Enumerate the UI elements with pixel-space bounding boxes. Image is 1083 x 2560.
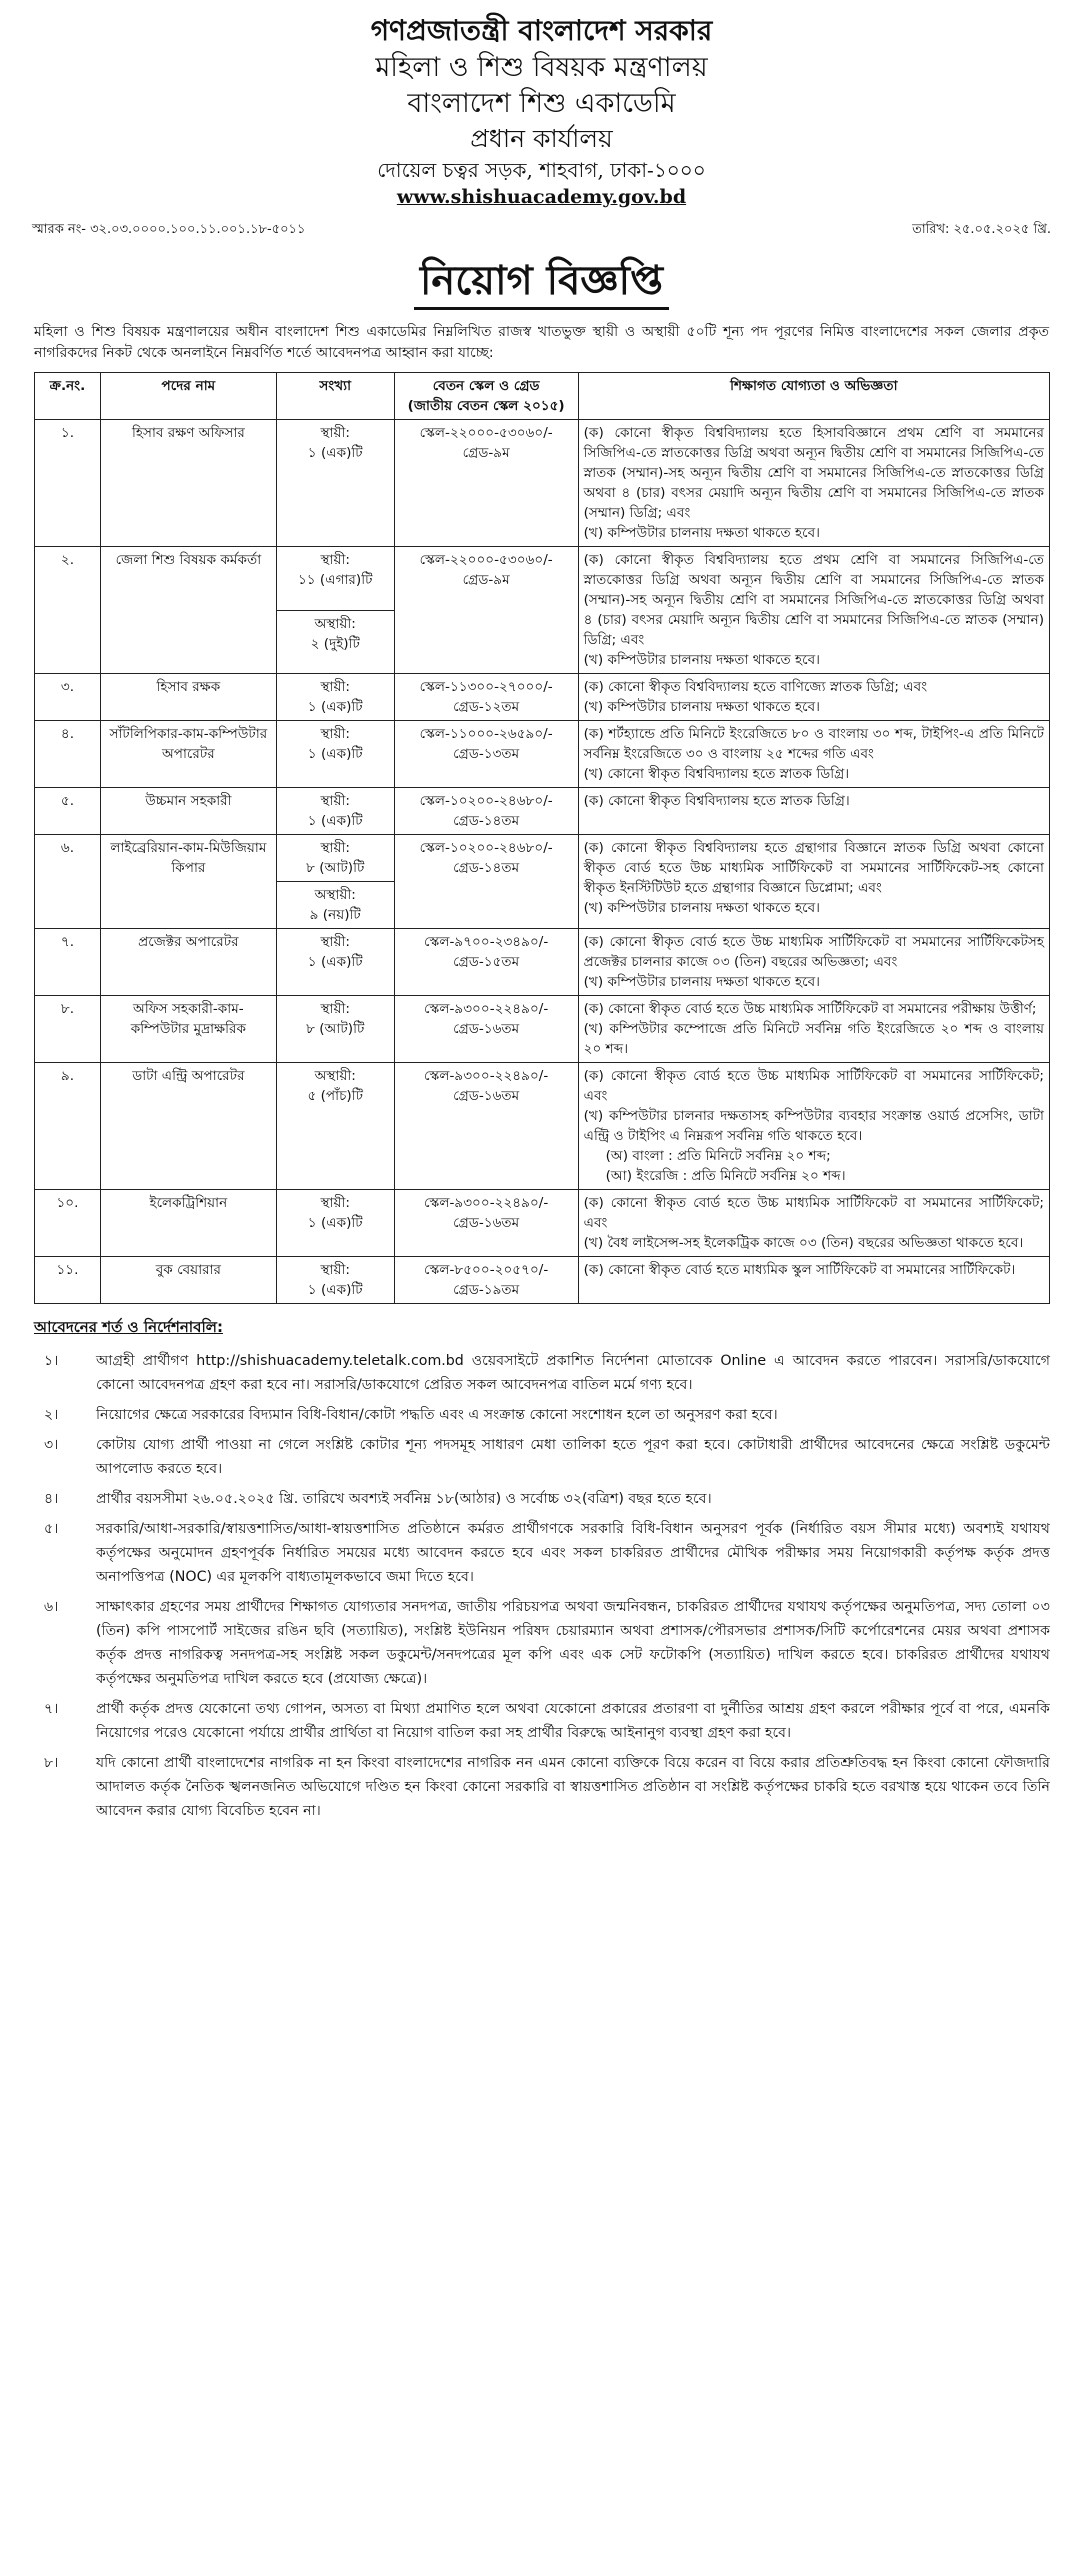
row-post-name: ডাটা এন্ট্রি অপারেটর bbox=[100, 1063, 276, 1190]
scale-value: স্কেল-২২০০০-৫৩০৬০/- bbox=[419, 425, 553, 441]
row-count-a bbox=[276, 420, 394, 547]
note-number: ৬। bbox=[44, 1599, 59, 1615]
note-number: ৮। bbox=[44, 1755, 59, 1771]
note-text: প্রার্থী কর্তৃক প্রদত্ত যেকোনো তথ্য গোপন, অসত্য বা মিথ্যা প্রমাণিত হলে অথবা যেকোনো প্রকারের প্রতারণা বা দুর্নীতির আশ্রয় গ্রহণ করলে পরীক্ষার পূর্বে বা পরে, এমনকি নিয়োগের পরেও যেকোনো পর্যায়ে প্রার্থীর প্রার্থিতা বা নিয়োগ বাতিল করা সহ প্রার্থীর বিরুদ্ধে আইনানুগ ব্যবস্থা গ্রহণ করা হবে। bbox=[96, 1701, 1050, 1741]
header-qualification: শিক্ষাগত যোগ্যতা ও অভিজ্ঞতা bbox=[578, 373, 1049, 420]
row-post-name: সাঁটলিপিকার-কাম-কম্পিউটার অপারেটর bbox=[100, 721, 276, 788]
row-count-b bbox=[276, 610, 394, 674]
row-count-a bbox=[276, 996, 394, 1063]
note-text: সরকারি/আধা-সরকারি/স্বায়ত্তশাসিত/আধা-স্বায়ত্তশাসিত প্রতিষ্ঠানে কর্মরত প্রার্থীগণকে সরকারি বিধি-বিধান অনুসরণ পূর্বক (নির্ধারিত বয়স সীমার মধ্যে) অবশ্যই যথাযথ কর্তৃপক্ষের অনুমোদন গ্রহণপূর্বক নির্ধারিত সময়ের মধ্যে আবেদন করতে হবে এবং সকল চাকরিরত প্রার্থীদের মৌখিক পরীক্ষার সময় নিয়োগকারী কর্তৃপক্ষ কর্তৃক প্রদত্ত অনাপত্তিপত্র (NOC) এর মূলকপি বাধ্যতামূলকভাবে জমা দিতে হবে। bbox=[96, 1521, 1050, 1585]
note-number: ৩। bbox=[44, 1437, 59, 1453]
count-a-label: স্থায়ী: bbox=[320, 679, 350, 695]
row-scale bbox=[394, 1190, 578, 1257]
count-a-value: ৮ (আট)টি bbox=[306, 860, 365, 876]
count-a-label: স্থায়ী: bbox=[320, 793, 350, 809]
count-b-label: অস্থায়ী: bbox=[314, 615, 356, 632]
scale-value: স্কেল-৯৩০০-২২৪৯০/- bbox=[424, 1001, 549, 1017]
scale-value: স্কেল-১১৩০০-২৭০০০/- bbox=[419, 679, 553, 695]
row-count-a bbox=[276, 929, 394, 996]
row-post-name: প্রজেক্টর অপারেটর bbox=[100, 929, 276, 996]
count-a-value: ১ (এক)টি bbox=[307, 746, 363, 762]
qualification-item: (ক) কোনো স্বীকৃত বিশ্ববিদ্যালয় হতে স্নাতক ডিগ্রি। bbox=[583, 793, 850, 809]
row-count-a bbox=[276, 1063, 394, 1190]
row-post-name: জেলা শিশু বিষয়ক কর্মকর্তা bbox=[100, 547, 276, 674]
row-count-a bbox=[276, 547, 394, 611]
memo-ref: স্মারক নং- ৩২.০৩.০০০০.১০০.১১.০০১.১৮-৫০১১ bbox=[32, 222, 306, 237]
qualification-item: (ক) কোনো স্বীকৃত বোর্ড হতে উচ্চ মাধ্যমিক সার্টিফিকেট বা সমমানের সার্টিফিকেট; এবং bbox=[583, 1068, 1044, 1104]
note-item bbox=[34, 1697, 1050, 1745]
academy-name: বাংলাদেশ শিশু একাডেমি bbox=[407, 88, 676, 119]
row-count-a bbox=[276, 674, 394, 721]
qualification-item: (ক) কোনো স্বীকৃত বিশ্ববিদ্যালয় হতে হিসাববিজ্ঞানে প্রথম শ্রেণি বা সমমানের সিজিপিএ-তে স্নাতকোত্তর ডিগ্রি অথবা অন্যূন দ্বিতীয় শ্রেণি বা সমমানের সিজিপিএ-তে স্নাতক (সম্মান)-সহ অন্যূন দ্বিতীয় শ্রেণি বা সমমানের সিজিপিএ-তে স্নাতকোত্তর ডিগ্রি অথবা ৪ (চার) বৎসর মেয়াদি অন্যূন দ্বিতীয় শ্রেণি বা সমমানের সিজিপিএ-তে স্নাতক (সম্মান) ডিগ্রি; এবং bbox=[583, 425, 1044, 521]
table-row bbox=[35, 420, 1050, 547]
qualification-item: (ক) কোনো স্বীকৃত বোর্ড হতে উচ্চ মাধ্যমিক সার্টিফিকেট বা সমমানের সার্টিফিকেট; এবং bbox=[583, 1195, 1044, 1231]
vacancy-table bbox=[34, 372, 1050, 1304]
scale-value: স্কেল-১০২০০-২৪৬৮০/- bbox=[419, 840, 553, 856]
qualification-item: (খ) কম্পিউটার চালনায় দক্ষতা থাকতে হবে। bbox=[583, 652, 821, 668]
row-scale bbox=[394, 721, 578, 788]
row-post-name: ইলেকট্রিশিয়ান bbox=[100, 1190, 276, 1257]
note-item bbox=[34, 1751, 1050, 1823]
row-scale bbox=[394, 1257, 578, 1304]
table-row bbox=[35, 929, 1050, 996]
website-link[interactable]: www.shishuacademy.gov.bd bbox=[396, 186, 687, 208]
scale-value: স্কেল-৮৫০০-২০৫৭০/- bbox=[424, 1262, 549, 1278]
row-qualification bbox=[578, 929, 1049, 996]
count-a-label: স্থায়ী: bbox=[320, 726, 350, 742]
table-row bbox=[35, 1063, 1050, 1190]
note-item bbox=[34, 1433, 1050, 1481]
note-number: ৪। bbox=[44, 1491, 59, 1507]
note-item bbox=[34, 1487, 1050, 1511]
table-row bbox=[35, 721, 1050, 788]
table-row bbox=[35, 1190, 1050, 1257]
ministry-name: মহিলা ও শিশু বিষয়ক মন্ত্রণালয় bbox=[375, 52, 708, 83]
row-count-a bbox=[276, 1257, 394, 1304]
row-post-name: উচ্চমান সহকারী bbox=[100, 788, 276, 835]
count-a-value: ১ (এক)টি bbox=[307, 954, 363, 970]
note-item bbox=[34, 1517, 1050, 1589]
notice-title-text: নিয়োগ বিজ্ঞপ্তি bbox=[414, 255, 669, 310]
count-a-label: স্থায়ী: bbox=[320, 840, 350, 856]
qualification-item: (খ) কম্পিউটার চালনায় দক্ষতা থাকতে হবে। bbox=[583, 699, 821, 715]
count-a-label: অস্থায়ী: bbox=[314, 1068, 356, 1084]
header-count: সংখ্যা bbox=[276, 373, 394, 420]
note-text: নিয়োগের ক্ষেত্রে সরকারের বিদ্যমান বিধি-বিধান/কোটা পদ্ধতি এবং এ সংক্রান্ত কোনো সংশোধন হলে তা অনুসরণ করা হবে। bbox=[96, 1407, 778, 1423]
row-post-name: অফিস সহকারী-কাম-কম্পিউটার মুদ্রাক্ষরিক bbox=[100, 996, 276, 1063]
count-b-value: ৯ (নয়)টি bbox=[309, 907, 361, 923]
count-a-label: স্থায়ী: bbox=[320, 552, 350, 568]
grade-value: গ্রেড-১৩তম bbox=[453, 746, 520, 762]
row-qualification bbox=[578, 674, 1049, 721]
scale-value: স্কেল-৯৩০০-২২৪৯০/- bbox=[424, 1068, 549, 1084]
scale-value: স্কেল-৯৩০০-২২৪৯০/- bbox=[424, 1195, 549, 1211]
grade-value: গ্রেড-১৪তম bbox=[453, 813, 520, 829]
row-serial: ১. bbox=[35, 420, 101, 547]
count-a-value: ৮ (আট)টি bbox=[306, 1021, 365, 1037]
row-serial: ১০. bbox=[35, 1190, 101, 1257]
note-text: সাক্ষাৎকার গ্রহণের সময় প্রার্থীদের শিক্ষাগত যোগ্যতার সনদপত্র, জাতীয় পরিচয়পত্র অথবা জন্মনিবন্ধন, চাকরিরত প্রার্থীদের যথাযথ কর্তৃপক্ষের অনুমতিপত্র, সদ্য তোলা ০৩ (তিন) কপি পাসপোর্ট সাইজের রঙিন ছবি (সত্যায়িত), সংশ্লিষ্ট ইউনিয়ন পরিষদ চেয়ারম্যান অথবা প্রশাসক/পৌরসভার প্রশাসক/সিটি কর্পোরেশনের মেয়র অথবা প্রশাসক কর্তৃক প্রদত্ত নাগরিকত্ব সনদপত্র-সহ সংশ্লিষ্ট সকল ডকুমেন্ট/সনদপত্রের মূল কপি এবং এক সেট ফটোকপি (সত্যায়িত) দাখিল করতে হবে। চাকরিরত প্রার্থীদের যথাযথ কর্তৃপক্ষের অনুমতিপত্র দাখিল করতে হবে (প্রযোজ্য ক্ষেত্রে)। bbox=[96, 1599, 1050, 1687]
row-count-a bbox=[276, 1190, 394, 1257]
qualification-item: (খ) কম্পিউটার চালনায় দক্ষতা থাকতে হবে। bbox=[583, 900, 821, 916]
qualification-item: (ক) শর্টহ্যান্ডে প্রতি মিনিটে ইংরেজিতে ৮০ ও বাংলায় ৩০ শব্দ, টাইপিং-এ প্রতি মিনিটে সর্বনিম্ন ইংরেজিতে ৩০ ও বাংলায় ২৫ শব্দের গতি এবং bbox=[583, 726, 1044, 762]
qualification-subitem: (আ) ইংরেজি : প্রতি মিনিটে সর্বনিম্ন ২০ শব্দ। bbox=[605, 1168, 846, 1184]
header bbox=[0, 0, 1083, 210]
row-serial: ৭. bbox=[35, 929, 101, 996]
note-item bbox=[34, 1349, 1050, 1397]
row-serial: ৬. bbox=[35, 835, 101, 929]
grade-value: গ্রেড-১৬তম bbox=[453, 1021, 520, 1037]
row-serial: ৯. bbox=[35, 1063, 101, 1190]
qualification-item: (ক) কোনো স্বীকৃত বিশ্ববিদ্যালয় হতে প্রথম শ্রেণি বা সমমানের সিজিপিএ-তে স্নাতকোত্তর ডিগ্রি অথবা অন্যূন দ্বিতীয় শ্রেণি বা সমমানের সিজিপিএ-তে স্নাতক (সম্মান)-সহ অন্যূন দ্বিতীয় শ্রেণি বা সমমানের সিজিপিএ-তে স্নাতকোত্তর ডিগ্রি অথবা ৪ (চার) বৎসর মেয়াদি অন্যূন দ্বিতীয় শ্রেণি বা সমমানের সিজিপিএ-তে স্নাতক (সম্মান) ডিগ্রি; এবং bbox=[583, 552, 1044, 648]
intro-paragraph: মহিলা ও শিশু বিষয়ক মন্ত্রণালয়ের অধীন বাংলাদেশ শিশু একাডেমির নিম্নলিখিত রাজস্ব খাতভুক্ত স্থায়ী ও অস্থায়ী ৫০টি শূন্য পদ পূরণের নিমিত্ত বাংলাদেশের সকল জেলার প্রকৃত নাগরিকদের নিকট থেকে অনলাইনে নিম্নবর্ণিত শর্তে আবেদনপত্র আহ্বান করা যাচ্ছে: bbox=[34, 324, 1049, 361]
note-item bbox=[34, 1595, 1050, 1691]
scale-value: স্কেল-১১০০০-২৬৫৯০/- bbox=[419, 726, 553, 742]
count-a-label: স্থায়ী: bbox=[320, 1001, 350, 1017]
table-row bbox=[35, 547, 1050, 611]
address: দোয়েল চত্বর সড়ক, শাহবাগ, ঢাকা-১০০০ bbox=[377, 158, 706, 182]
note-text: কোটায় যোগ্য প্রার্থী পাওয়া না গেলে সংশ্লিষ্ট কোটার শূন্য পদসমূহ সাধারণ মেধা তালিকা হতে পূরণ করা হবে। কোটাধারী প্রার্থীদের আবেদনের ক্ষেত্রে সংশ্লিষ্ট ডকুমেন্ট আপলোড করতে হবে। bbox=[96, 1437, 1050, 1477]
notes-title: আবেদনের শর্ত ও নির্দেশনাবলি: bbox=[34, 1318, 223, 1336]
row-scale bbox=[394, 420, 578, 547]
office-name: প্রধান কার্যালয় bbox=[470, 124, 613, 153]
row-post-name: হিসাব রক্ষক bbox=[100, 674, 276, 721]
govt-title: গণপ্রজাতন্ত্রী বাংলাদেশ সরকার bbox=[370, 14, 713, 47]
grade-value: গ্রেড-৯ম bbox=[462, 572, 510, 588]
grade-value: গ্রেড-১৪তম bbox=[453, 860, 520, 876]
note-text: আগ্রহী প্রার্থীগণ http://shishuacademy.teletalk.com.bd ওয়েবসাইটে প্রকাশিত নির্দেশনা মোতাবেক Online এ আবেদন করতে পারবেন। সরাসরি/ডাকযোগে কোনো আবেদনপত্র গ্রহণ করা হবে না। সরাসরি/ডাকযোগে প্রেরিত সকল আবেদনপত্র বাতিল মর্মে গণ্য হবে। bbox=[96, 1353, 1050, 1393]
qualification-item: (খ) কম্পিউটার চালনায় দক্ষতা থাকতে হবে। bbox=[583, 974, 821, 990]
qualification-item: (খ) কম্পিউটার চালনায় দক্ষতা থাকতে হবে। bbox=[583, 525, 821, 541]
note-number: ৫। bbox=[44, 1521, 59, 1537]
grade-value: গ্রেড-১২তম bbox=[453, 699, 520, 715]
count-a-value: ১ (এক)টি bbox=[307, 1282, 363, 1298]
grade-value: গ্রেড-১৯তম bbox=[453, 1282, 520, 1298]
qualification-item: (খ) কম্পিউটার চালনার দক্ষতাসহ কম্পিউটার ব্যবহার সংক্রান্ত ওয়ার্ড প্রসেসিং, ডাটা এন্ট্রি ও টাইপিং এ নিম্নরূপ সর্বনিম্ন গতি থাকতে হবে। bbox=[583, 1108, 1044, 1144]
header-scale-sub: (জাতীয় বেতন স্কেল ২০১৫) bbox=[407, 398, 565, 414]
row-qualification bbox=[578, 1257, 1049, 1304]
scale-value: স্কেল-১০২০০-২৪৬৮০/- bbox=[419, 793, 553, 809]
note-number: ৭। bbox=[44, 1701, 59, 1717]
row-serial: ৫. bbox=[35, 788, 101, 835]
table-row bbox=[35, 674, 1050, 721]
row-scale bbox=[394, 996, 578, 1063]
count-a-value: ১ (এক)টি bbox=[307, 1215, 363, 1231]
row-count-a bbox=[276, 835, 394, 882]
row-scale bbox=[394, 1063, 578, 1190]
qualification-item: (খ) কম্পিউটার কম্পোজে প্রতি মিনিটে সর্বনিম্ন গতি ইংরেজিতে ২০ শব্দ ও বাংলায় ২০ শব্দ। bbox=[583, 1021, 1044, 1057]
qualification-item: (ক) কোনো স্বীকৃত বোর্ড হতে উচ্চ মাধ্যমিক সার্টিফিকেট বা সমমানের সার্টিফিকেটসহ প্রজেক্টর চালনার কাজে ০৩ (তিন) বছরের অভিজ্ঞতা; এবং bbox=[583, 934, 1044, 970]
row-count-b bbox=[276, 882, 394, 929]
row-post-name: বুক বেয়ারার bbox=[100, 1257, 276, 1304]
notice-title bbox=[0, 255, 1083, 310]
grade-value: গ্রেড-৯ম bbox=[462, 445, 510, 461]
table-row bbox=[35, 1257, 1050, 1304]
memo-line bbox=[0, 210, 1083, 241]
row-serial: ৩. bbox=[35, 674, 101, 721]
header-scale-label: বেতন স্কেল ও গ্রেড bbox=[432, 378, 540, 394]
row-serial: ১১. bbox=[35, 1257, 101, 1304]
row-qualification bbox=[578, 721, 1049, 788]
row-qualification bbox=[578, 547, 1049, 674]
header-serial: ক্র.নং. bbox=[35, 373, 101, 420]
qualification-item: (ক) কোনো স্বীকৃত বোর্ড হতে মাধ্যমিক স্কুল সার্টিফিকেট বা সমমানের সার্টিফিকেট। bbox=[583, 1262, 1016, 1278]
count-a-value: ৫ (পাঁচ)টি bbox=[307, 1088, 364, 1104]
grade-value: গ্রেড-১৬তম bbox=[453, 1215, 520, 1231]
count-a-value: ১১ (এগার)টি bbox=[297, 572, 373, 588]
count-a-label: স্থায়ী: bbox=[320, 425, 350, 441]
row-count-a bbox=[276, 788, 394, 835]
table-row bbox=[35, 996, 1050, 1063]
scale-value: স্কেল-৯৭০০-২৩৪৯০/- bbox=[424, 934, 549, 950]
row-qualification bbox=[578, 1190, 1049, 1257]
count-a-label: স্থায়ী: bbox=[320, 1262, 350, 1278]
row-count-a bbox=[276, 721, 394, 788]
row-scale bbox=[394, 835, 578, 929]
note-text: প্রার্থীর বয়সসীমা ২৬.০৫.২০২৫ খ্রি. তারিখে অবশ্যই সর্বনিম্ন ১৮(আঠার) ও সর্বোচ্চ ৩২(বত্রিশ) বছর হতে হবে। bbox=[96, 1491, 712, 1507]
row-scale bbox=[394, 788, 578, 835]
table-body bbox=[35, 420, 1050, 1304]
note-item bbox=[34, 1403, 1050, 1427]
row-qualification bbox=[578, 420, 1049, 547]
count-a-value: ১ (এক)টি bbox=[307, 813, 363, 829]
note-text: যদি কোনো প্রার্থী বাংলাদেশের নাগরিক না হন কিংবা বাংলাদেশের নাগরিক নন এমন কোনো ব্যক্তিকে বিয়ে করেন বা বিয়ে করার প্রতিশ্রুতিবদ্ধ হন কিংবা কোনো ফৌজদারি আদালত কর্তৃক নৈতিক স্খলনজনিত অভিযোগে দণ্ডিত হন কিংবা কোনো সরকারি বা স্বায়ত্তশাসিত প্রতিষ্ঠান বা সংশ্লিষ্ট কর্তৃপক্ষের চাকরি হতে বরখাস্ত হয়ে থাকেন তবে তিনি আবেদন করার যোগ্য বিবেচিত হবেন না। bbox=[96, 1755, 1050, 1819]
count-a-label: স্থায়ী: bbox=[320, 934, 350, 950]
row-serial: ২. bbox=[35, 547, 101, 674]
qualification-item: (ক) কোনো স্বীকৃত বোর্ড হতে উচ্চ মাধ্যমিক সার্টিফিকেট বা সমমানের পরীক্ষায় উত্তীর্ণ; bbox=[583, 1001, 1037, 1017]
count-a-label: স্থায়ী: bbox=[320, 1195, 350, 1211]
note-number: ১। bbox=[44, 1353, 59, 1369]
notes-list bbox=[34, 1349, 1050, 1823]
table-header-row bbox=[35, 373, 1050, 420]
qualification-item: (ক) কোনো স্বীকৃত বিশ্ববিদ্যালয় হতে বাণিজ্যে স্নাতক ডিগ্রি; এবং bbox=[583, 679, 928, 695]
note-number: ২। bbox=[44, 1407, 59, 1423]
count-a-value: ১ (এক)টি bbox=[307, 699, 363, 715]
grade-value: গ্রেড-১৬তম bbox=[453, 1088, 520, 1104]
row-qualification bbox=[578, 996, 1049, 1063]
grade-value: গ্রেড-১৫তম bbox=[453, 954, 520, 970]
header-scale bbox=[394, 373, 578, 420]
table-row bbox=[35, 835, 1050, 882]
count-b-value: ২ (দুই)টি bbox=[310, 635, 360, 652]
row-qualification bbox=[578, 835, 1049, 929]
row-scale bbox=[394, 547, 578, 674]
row-post-name: লাইব্রেরিয়ান-কাম-মিউজিয়াম কিপার bbox=[100, 835, 276, 929]
qualification-item: (ক) কোনো স্বীকৃত বিশ্ববিদ্যালয় হতে গ্রন্থাগার বিজ্ঞানে স্নাতক ডিগ্রি অথবা কোনো স্বীকৃত বোর্ড হতে উচ্চ মাধ্যমিক সার্টিফিকেট বা সমমানের সার্টিফিকেট-সহ কোনো স্বীকৃত ইনস্টিটিউট হতে গ্রন্থাগার বিজ্ঞানে ডিপ্লোমা; এবং bbox=[583, 840, 1044, 896]
table-row bbox=[35, 788, 1050, 835]
count-a-value: ১ (এক)টি bbox=[307, 445, 363, 461]
row-serial: ৪. bbox=[35, 721, 101, 788]
qualification-subitem: (অ) বাংলা : প্রতি মিনিটে সর্বনিম্ন ২০ শব্দ; bbox=[605, 1148, 831, 1164]
qualification-item: (খ) বৈধ লাইসেন্স-সহ ইলেকট্রিক কাজে ০৩ (তিন) বছরের অভিজ্ঞতা থাকতে হবে। bbox=[583, 1235, 1024, 1251]
row-qualification bbox=[578, 1063, 1049, 1190]
qualification-item: (খ) কোনো স্বীকৃত বিশ্ববিদ্যালয় হতে স্নাতক ডিগ্রি। bbox=[583, 766, 850, 782]
scale-value: স্কেল-২২০০০-৫৩০৬০/- bbox=[419, 552, 553, 568]
row-qualification bbox=[578, 788, 1049, 835]
row-scale bbox=[394, 929, 578, 996]
row-serial: ৮. bbox=[35, 996, 101, 1063]
memo-date: তারিখ: ২৫.০৫.২০২৫ খ্রি. bbox=[912, 222, 1051, 237]
header-post: পদের নাম bbox=[100, 373, 276, 420]
row-post-name: হিসাব রক্ষণ অফিসার bbox=[100, 420, 276, 547]
row-scale bbox=[394, 674, 578, 721]
count-b-label: অস্থায়ী: bbox=[314, 887, 356, 903]
